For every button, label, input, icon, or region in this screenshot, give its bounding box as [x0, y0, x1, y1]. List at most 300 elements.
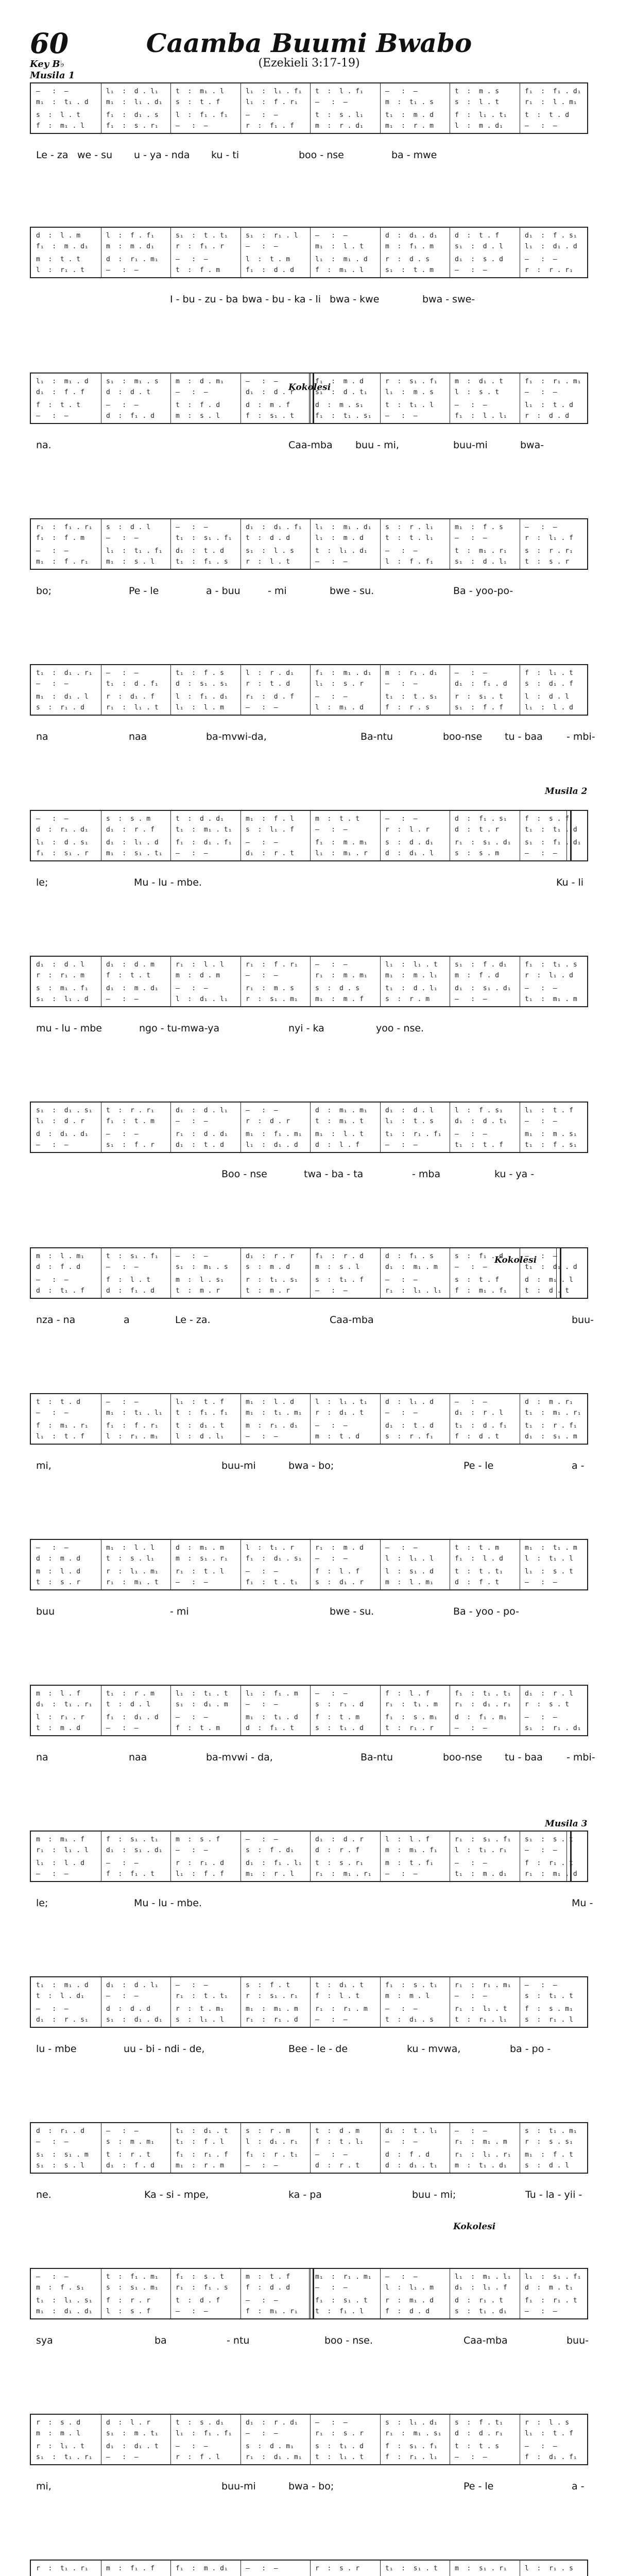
lyrics-line [30, 1606, 588, 1619]
solfa-notes: — : — [525, 523, 557, 531]
solfa-notes: s : r₁ . l [525, 2016, 573, 2024]
lyric-syllables: Caa-mba [288, 439, 333, 451]
solfa-notes: — : — [176, 256, 208, 263]
solfa-notes: t₁ : m₁ . t₁ [176, 826, 232, 834]
solfa-notes: d : f₁ . d [106, 1287, 154, 1295]
lyrics-line [30, 439, 588, 453]
solfa-voice-row [31, 1690, 587, 1698]
solfa-notes: r : r₁ . d [176, 1859, 224, 1867]
solfa-notes: l : r₁ . m₁ [106, 1433, 159, 1440]
solfa-notes: d₁ : d₁ . f₁ [246, 523, 302, 531]
lyric-syllables: Mu - [572, 1897, 593, 1909]
solfa-notes: m : f₁ . f [106, 2565, 154, 2572]
solfa-notes: t : l . d₁ [36, 1992, 84, 2000]
solfa-notes: t₁ : m . d [385, 111, 434, 119]
lyric-syllables: buu- [572, 1314, 594, 1326]
solfa-notes: m : d . m [176, 972, 220, 979]
solfa-notes: d₁ : s₁ . m [525, 1433, 577, 1440]
solfa-notes: l : r₁ . s [525, 2565, 573, 2572]
solfa-voice-row [31, 2430, 587, 2438]
solfa-notes: r₁ : f₁ . s [176, 2284, 228, 2292]
solfa-notes: — : — [455, 1859, 487, 1867]
solfa-notes: f₁ : f . m [36, 534, 84, 542]
solfa-notes: f₁ : d₁ . d [106, 1714, 159, 1721]
solfa-notes: t : f₁ . m₁ [106, 2273, 159, 2281]
solfa-notes: f : d . d [385, 2308, 430, 2315]
solfa-notes: t₁ : l₁ . s₁ [36, 2297, 93, 2304]
lyric-syllables: buu-mi [453, 439, 488, 451]
solfa-notes: f₁ : f₁ . d₁ [525, 88, 581, 95]
solfa-notes: t : m . r [246, 1287, 290, 1295]
hymn-number: 60 [30, 27, 69, 60]
solfa-notes: l₁ : t . f [525, 1107, 573, 1114]
lyric-syllables: ku - mvwa, [407, 2043, 461, 2055]
solfa-notes: l : t₁ . r [246, 1544, 294, 1552]
solfa-notes: d₁ : t . d [176, 547, 224, 555]
solfa-notes: — : — [455, 1398, 487, 1406]
lyric-syllables: a [124, 1314, 130, 1326]
solfa-notes: t : s . d₁ [176, 2419, 224, 2427]
solfa-notes: — : — [315, 2284, 348, 2292]
solfa-notes: — : — [455, 1130, 487, 1138]
solfa-notes: s₁ : d . l [455, 243, 503, 250]
solfa-notes: s₁ : m₁ . s [176, 1263, 228, 1271]
solfa-notes: t₁ : s₁ . f₁ [176, 534, 232, 542]
solfa-notes: d₁ : r . f [106, 826, 154, 834]
solfa-notes: l₁ : m₁ . d [315, 256, 368, 263]
solfa-notes: r : l . r [385, 826, 430, 834]
solfa-notes: t : m . s [455, 88, 500, 95]
music-staff-system [30, 82, 588, 134]
solfa-notes: — : — [385, 1276, 418, 1284]
solfa-notes: d : t . r [455, 826, 500, 834]
solfa-notes: r₁ : l₁ . r₁ [455, 2151, 511, 2159]
solfa-notes: l₁ : m . s [385, 388, 434, 396]
lyric-syllables: lu - mbe [36, 2043, 77, 2055]
lyric-syllables: sya [36, 2335, 53, 2346]
solfa-notes: l₁ : d . s₁ [36, 839, 89, 846]
solfa-notes: l₁ : f . r₁ [246, 98, 298, 106]
lyric-syllables: a - [572, 2481, 585, 2492]
solfa-notes: m : s . l [176, 412, 220, 420]
lyric-syllables: Le - za [36, 149, 68, 161]
solfa-notes: r : s₁ . t [455, 693, 503, 701]
solfa-notes: m₁ : l . d [246, 1398, 294, 1406]
solfa-voice-row [31, 256, 587, 264]
lyric-syllables: na [36, 731, 48, 742]
solfa-notes: d : r₁ . m₁ [106, 256, 159, 263]
lyric-syllables: - mi [268, 585, 287, 597]
solfa-notes: m : l . f [36, 1690, 81, 1698]
solfa-notes: d : m . t₁ [525, 2284, 573, 2292]
solfa-notes: — : — [315, 1555, 348, 1563]
solfa-notes: — : — [315, 1287, 348, 1295]
solfa-notes: l : d₁ . l₁ [176, 995, 228, 1003]
lyric-syllables: naa [129, 1752, 147, 1763]
solfa-notes: s : d . l [106, 523, 151, 531]
solfa-notes: — : — [315, 693, 348, 701]
solfa-voice-row [31, 401, 587, 410]
solfa-notes: r₁ : d . d₁ [176, 1130, 228, 1138]
solfa-notes: l₁ : m . d [315, 534, 364, 542]
solfa-notes: — : — [246, 111, 278, 119]
lyric-syllables: ku - ti [211, 149, 239, 161]
lyrics-line [30, 1168, 588, 1182]
solfa-notes: s : s₁ . m₁ [106, 2284, 159, 2292]
solfa-notes: f₁ : t₁ . t₁ [455, 1690, 511, 1698]
solfa-notes: s : l₁ . d₁ [385, 2419, 438, 2427]
solfa-notes: d : l . r [106, 2419, 151, 2427]
solfa-notes: r : t . m₁ [176, 2005, 224, 2013]
solfa-notes: — : — [176, 850, 208, 857]
solfa-notes: m : l . s₁ [176, 1276, 224, 1284]
solfa-notes: m₁ : r₁ . m₁ [315, 2273, 372, 2281]
solfa-notes: f : t . l₁ [315, 2138, 364, 2146]
solfa-voice-row [31, 2565, 587, 2573]
solfa-notes: t : m . r [176, 1287, 220, 1295]
lyrics-line [30, 2043, 588, 2057]
solfa-notes: — : — [176, 388, 208, 396]
lyric-syllables: buu - mi, [355, 439, 399, 451]
solfa-notes: t₁ : s₁ . t [385, 2565, 438, 2572]
lyric-syllables: a - [572, 1460, 585, 1471]
solfa-notes: l₁ : l . d [525, 704, 573, 711]
solfa-notes: r₁ : r₁ . m [315, 2005, 368, 2013]
solfa-notes: d₁ : f₁ . d [455, 680, 507, 688]
solfa-voice-row [31, 232, 587, 240]
solfa-notes: s₁ : d₁ . s₁ [36, 1107, 93, 1114]
solfa-notes: — : — [176, 1846, 208, 1854]
solfa-notes: — : — [246, 1568, 278, 1575]
lyric-syllables: - mi [170, 1606, 189, 1617]
solfa-notes: — : — [525, 1252, 557, 1260]
solfa-voice-row [31, 243, 587, 251]
lyrics-line [30, 1897, 593, 1911]
lyric-syllables: boo - nse. [324, 2335, 373, 2346]
solfa-notes: f : s . m₁ [525, 2005, 573, 2013]
solfa-notes: — : — [36, 1870, 68, 1878]
solfa-notes: s₁ : s₁ . m [36, 2151, 89, 2159]
solfa-notes: m : s . l [315, 1263, 360, 1271]
solfa-notes: m : f₁ . m [385, 243, 434, 250]
solfa-voice-row [31, 1409, 587, 1417]
solfa-notes: — : — [36, 1141, 68, 1149]
solfa-notes: r : s₁ . f₁ [385, 378, 438, 385]
solfa-voice-row [31, 1398, 587, 1406]
solfa-voice-row [31, 961, 587, 969]
solfa-notes: d : d₁ . d₁ [385, 232, 438, 240]
solfa-notes: d : r₁ . d [36, 2127, 84, 2135]
solfa-notes: d : f₁ . s [385, 1252, 434, 1260]
solfa-notes: — : — [246, 972, 278, 979]
solfa-notes: l : m₁ . d [315, 704, 364, 711]
solfa-notes: m₁ : t₁ . l₁ [106, 1409, 163, 1417]
solfa-notes: r₁ : l₁ . t [455, 2005, 507, 2013]
solfa-notes: t : m₁ . t [315, 1117, 364, 1125]
solfa-notes: d₁ : s₁ . d₁ [106, 1846, 163, 1854]
solfa-notes: s : r₁ . d [315, 1701, 364, 1708]
solfa-notes: r : s . t [525, 1701, 570, 1708]
solfa-notes: d : f . d [385, 2151, 430, 2159]
solfa-notes: r₁ : m . s [246, 985, 294, 992]
solfa-notes: — : — [36, 1276, 68, 1284]
solfa-notes: l : s . f [106, 2308, 151, 2315]
solfa-notes: t : s . l₁ [315, 111, 364, 119]
solfa-notes: l : t . m [246, 256, 290, 263]
music-staff-system [30, 1247, 588, 1299]
solfa-notes: — : — [315, 826, 348, 834]
solfa-notes: l₁ : d₁ . d [246, 1141, 298, 1149]
solfa-notes: t₁ : m . d₁ [455, 1870, 507, 1878]
solfa-notes: r : d . s [385, 256, 430, 263]
solfa-notes: d : d . t [106, 388, 151, 396]
solfa-notes: f : m₁ . r₁ [36, 1422, 89, 1430]
lyric-syllables: ba-mvwi-da, [206, 731, 267, 742]
solfa-notes: f : r . r [106, 2297, 151, 2304]
solfa-notes: d₁ : f . d [106, 2162, 154, 2170]
solfa-notes: l₁ : t . f [176, 1398, 224, 1406]
solfa-notes: l : t₁ . l [525, 1555, 573, 1563]
solfa-voice-row [31, 1141, 587, 1149]
solfa-notes: f : s₁ . f₁ [385, 2443, 438, 2450]
solfa-notes: l₁ : m₁ . l₁ [455, 2273, 511, 2281]
solfa-notes: d : f . t [455, 1579, 500, 1586]
solfa-notes: f₁ : m . d₁ [36, 243, 89, 250]
solfa-voice-row [31, 122, 587, 130]
solfa-voice-row [31, 1252, 587, 1261]
lyric-syllables: ka - pa [288, 2189, 322, 2200]
solfa-notes: — : — [315, 232, 348, 240]
solfa-notes: f₁ : t₁ . s [525, 961, 577, 969]
solfa-notes: r₁ : d . f [246, 693, 294, 701]
solfa-notes: d₁ : f . s₁ [525, 232, 577, 240]
solfa-notes: f : l . t [106, 1276, 151, 1284]
solfa-notes: s : r₁ . d [36, 704, 84, 711]
solfa-notes: d : m₁ . l [525, 1276, 573, 1284]
solfa-notes: s₁ : t . t₁ [176, 232, 228, 240]
solfa-notes: f : l . f [385, 1690, 430, 1698]
solfa-notes: l₁ : s . r [315, 680, 364, 688]
solfa-notes: t : d₁ . t [315, 1981, 364, 1989]
solfa-notes: — : — [246, 378, 278, 385]
lyrics-line [30, 585, 588, 599]
solfa-notes: t : s . r₁ [315, 1859, 364, 1867]
solfa-notes: s₁ : l . s [246, 547, 294, 555]
solfa-voice-row [31, 523, 587, 532]
solfa-notes: l : f₁ . f₁ [176, 111, 228, 119]
solfa-notes: — : — [315, 2016, 348, 2024]
solfa-notes: m : t . t [36, 256, 81, 263]
solfa-notes: m₁ : l . l [106, 1544, 154, 1552]
music-staff-system [30, 518, 588, 570]
solfa-voice-row [31, 2273, 587, 2281]
solfa-voice-row [31, 693, 587, 701]
solfa-notes: f : l . t [315, 1992, 360, 2000]
solfa-notes: t₁ : d₁ . r₁ [36, 669, 93, 677]
solfa-notes: f₁ : m₁ . d₁ [315, 669, 372, 677]
solfa-notes: d₁ : d₁ . t [106, 2443, 159, 2450]
solfa-notes: — : — [36, 412, 68, 420]
solfa-notes: f : m₁ . r₁ [246, 2308, 298, 2315]
solfa-notes: — : — [525, 1714, 557, 1721]
solfa-notes: m : m₁ . f [36, 1836, 84, 1843]
lyric-syllables: ba - mwe [391, 149, 437, 161]
solfa-notes: — : — [246, 243, 278, 250]
music-staff-system [30, 227, 588, 278]
hymn-title: Caamba Buumi Bwabo [146, 28, 472, 58]
solfa-notes: t : d₁ . s [385, 2016, 434, 2024]
solfa-notes: d : f . d [36, 1263, 81, 1271]
solfa-notes: s₁ : s . t [525, 1836, 573, 1843]
solfa-voice-row [31, 1724, 587, 1733]
lyric-syllables: bwa- [520, 439, 544, 451]
solfa-notes: — : — [106, 1263, 139, 1271]
solfa-notes: l₁ : m₁ . r [315, 850, 368, 857]
solfa-voice-row [31, 547, 587, 555]
solfa-notes: l₁ : f₁ . m [246, 1690, 298, 1698]
solfa-notes: t : r . r₁ [106, 1107, 154, 1114]
lyrics-line [30, 1023, 588, 1036]
solfa-notes: — : — [36, 2273, 68, 2281]
lyrics-line [30, 2481, 588, 2494]
solfa-notes: r : l₁ . t [36, 2443, 84, 2450]
solfa-voice-row [31, 2151, 587, 2159]
solfa-notes: d₁ : r . r [246, 1252, 294, 1260]
solfa-notes: r₁ : m₁ . r₁ [315, 1870, 372, 1878]
solfa-notes: t : d . d₁ [176, 815, 224, 823]
solfa-voice-row [31, 815, 587, 823]
solfa-notes: m₁ : l . t [315, 243, 364, 250]
solfa-notes: d₁ : t₁ . r₁ [36, 1701, 93, 1708]
solfa-voice-row [31, 1836, 587, 1844]
lyric-syllables: Boo - nse [221, 1168, 267, 1180]
solfa-notes: s : f₁ . d [455, 1252, 503, 1260]
solfa-notes: f₁ : d . d [246, 266, 294, 274]
solfa-notes: r₁ : r₁ . d [246, 2016, 298, 2024]
solfa-voice-row [31, 1276, 587, 1284]
solfa-notes: m₁ : l₁ . d₁ [106, 98, 163, 106]
solfa-notes: — : — [385, 1544, 418, 1552]
solfa-notes: t : l . f₁ [315, 88, 364, 95]
solfa-notes: s : f . d₁ [246, 1846, 294, 1854]
music-staff-system [30, 372, 588, 424]
solfa-notes: r₁ : m₁ . d [525, 1870, 577, 1878]
solfa-notes: m₁ : r . m [385, 122, 434, 130]
solfa-notes: r : m₁ . d [385, 2297, 434, 2304]
solfa-notes: l₁ : d₁ . d [525, 243, 577, 250]
lyric-syllables: Pe - le [129, 585, 159, 597]
solfa-notes: t₁ : d . f₁ [455, 1422, 507, 1430]
solfa-notes: — : — [36, 680, 68, 688]
music-staff-system [30, 2268, 588, 2319]
solfa-voice-row [31, 1107, 587, 1115]
solfa-notes: s₁ : m . t₁ [106, 2430, 159, 2437]
solfa-notes: — : — [176, 2308, 208, 2315]
solfa-notes: s : t . f [176, 98, 220, 106]
solfa-notes: — : — [106, 266, 139, 274]
lyric-syllables: bwa - bo; [288, 1460, 334, 1471]
solfa-notes: f₁ : r₁ . t [525, 2297, 577, 2304]
solfa-notes: t₁ : f . l [176, 2138, 224, 2146]
solfa-notes: s : f . t [246, 1981, 290, 1989]
solfa-notes: — : — [385, 815, 418, 823]
lyrics-line [30, 2335, 588, 2348]
solfa-notes: — : — [246, 1433, 278, 1440]
solfa-notes: s₁ : s . l [36, 2162, 84, 2170]
music-staff-system [30, 1101, 588, 1153]
lyric-syllables: nza - na [36, 1314, 76, 1326]
solfa-voice-row [31, 985, 587, 993]
lyric-syllables: bwa - bo; [288, 2481, 334, 2492]
solfa-notes: — : — [455, 401, 487, 409]
verse-label-3: Musila 3 [545, 1819, 588, 1829]
solfa-notes: r₁ : m₁ . t [106, 1579, 159, 1586]
solfa-notes: s : s . m [106, 815, 151, 823]
solfa-notes: l₁ : t . f [36, 1433, 84, 1440]
solfa-notes: m₁ : m . s₁ [525, 1130, 577, 1138]
solfa-notes: m₁ : l . t [315, 1130, 364, 1138]
solfa-notes: s₁ : f₁ . d₁ [525, 839, 581, 846]
solfa-notes: — : — [525, 256, 557, 263]
solfa-notes: d : l . m [36, 232, 81, 240]
solfa-voice-row [31, 2419, 587, 2427]
solfa-notes: d₁ : l₁ . d [106, 839, 159, 846]
solfa-notes: r : d . d [525, 412, 570, 420]
solfa-notes: d : l₁ . d [385, 1398, 434, 1406]
solfa-notes: — : — [106, 1859, 139, 1867]
solfa-notes: t : f . m [176, 266, 220, 274]
solfa-voice-row [31, 558, 587, 566]
solfa-notes: r₁ : l₁ . l [36, 1846, 89, 1854]
solfa-notes: — : — [106, 1724, 139, 1732]
solfa-notes: t₁ : d₁ . t [176, 2127, 228, 2135]
solfa-notes: m : t . d [315, 1433, 360, 1440]
solfa-notes: f₁ : s . m₁ [385, 1714, 438, 1721]
solfa-notes: l : l₁ . t₁ [315, 1398, 368, 1406]
solfa-notes: d : d₁ . l [385, 850, 434, 857]
solfa-voice-row [31, 1263, 587, 1272]
solfa-notes: — : — [455, 534, 487, 542]
solfa-notes: f₁ : l . l₁ [455, 412, 507, 420]
solfa-notes: r : s . r [315, 2565, 360, 2572]
solfa-notes: s₁ : f . r [106, 1141, 154, 1149]
solfa-notes: t : d . t [525, 1287, 570, 1295]
solfa-notes: l : t₁ . r₁ [455, 1846, 507, 1854]
solfa-notes: r₁ : f . r₁ [246, 961, 298, 969]
lyric-syllables: Ba - yoo - po- [453, 1606, 519, 1617]
solfa-voice-row [31, 1981, 587, 1990]
solfa-notes: — : — [36, 2005, 68, 2013]
solfa-notes: d₁ : f₁ . l₁ [246, 1859, 302, 1867]
solfa-voice-row [31, 88, 587, 96]
lyric-syllables: mi, [36, 2481, 52, 2492]
solfa-notes: d : l . f [315, 1141, 360, 1149]
solfa-notes: f : l₁ . t [525, 669, 573, 677]
solfa-notes: l : l₁ . l [385, 1555, 434, 1563]
scripture-reference: (Ezekieli 3:17-19) [258, 57, 360, 70]
solfa-notes: r₁ : f₁ . r₁ [36, 523, 93, 531]
solfa-notes: l : m . d₁ [455, 122, 503, 130]
solfa-voice-row [31, 1701, 587, 1709]
lyric-syllables: boo-nse [443, 1752, 483, 1763]
solfa-voice-row [31, 2162, 587, 2170]
solfa-notes: l₁ : d . l₁ [106, 88, 159, 95]
lyric-syllables: u - ya - nda [134, 149, 190, 161]
solfa-notes: m : m . l [385, 1992, 430, 2000]
solfa-notes: s₁ : t₁ . r₁ [36, 2453, 93, 2461]
solfa-notes: r : f₁ . f [246, 122, 294, 130]
solfa-notes: — : — [246, 2162, 278, 2170]
